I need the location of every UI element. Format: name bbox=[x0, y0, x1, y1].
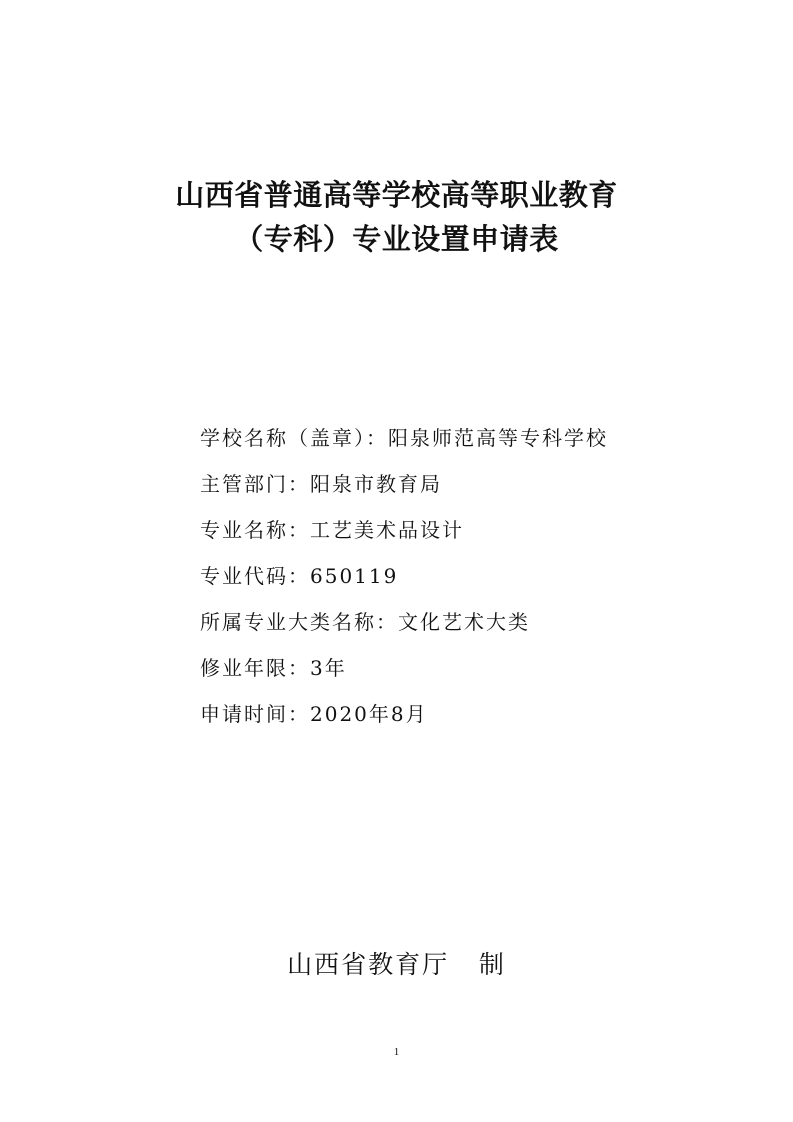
field-study-duration bbox=[200, 650, 760, 696]
field-label: 申请时间： bbox=[200, 702, 310, 726]
application-fields bbox=[200, 420, 760, 742]
field-value: 文化艺术大类 bbox=[398, 610, 530, 634]
document-title bbox=[0, 173, 793, 261]
field-major-code bbox=[200, 558, 760, 604]
page-number: 1 bbox=[393, 1046, 400, 1058]
field-major-category bbox=[200, 604, 760, 650]
field-value: 2020年8月 bbox=[310, 702, 428, 726]
issuer-line: 山西省教育厅 制 bbox=[287, 950, 506, 979]
field-supervising-department bbox=[200, 466, 760, 512]
field-value: 阳泉师范高等专科学校 bbox=[388, 426, 608, 450]
field-value: 阳泉市教育局 bbox=[310, 472, 442, 496]
field-label: 专业代码： bbox=[200, 564, 310, 588]
field-value: 3年 bbox=[310, 656, 347, 680]
field-application-date bbox=[200, 696, 760, 742]
title-line-1: 山西省普通高等学校高等职业教育 bbox=[175, 178, 618, 212]
field-label: 专业名称： bbox=[200, 518, 310, 542]
field-major-name bbox=[200, 512, 760, 558]
field-label: 修业年限： bbox=[200, 656, 310, 680]
field-label: 主管部门： bbox=[200, 472, 310, 496]
title-line-2: （专科）专业设置申请表 bbox=[234, 222, 559, 256]
field-label: 所属专业大类名称： bbox=[200, 610, 398, 634]
field-label: 学校名称（盖章）： bbox=[200, 426, 388, 450]
field-school-name bbox=[200, 420, 760, 466]
field-value: 工艺美术品设计 bbox=[310, 518, 464, 542]
field-value: 650119 bbox=[310, 564, 399, 588]
